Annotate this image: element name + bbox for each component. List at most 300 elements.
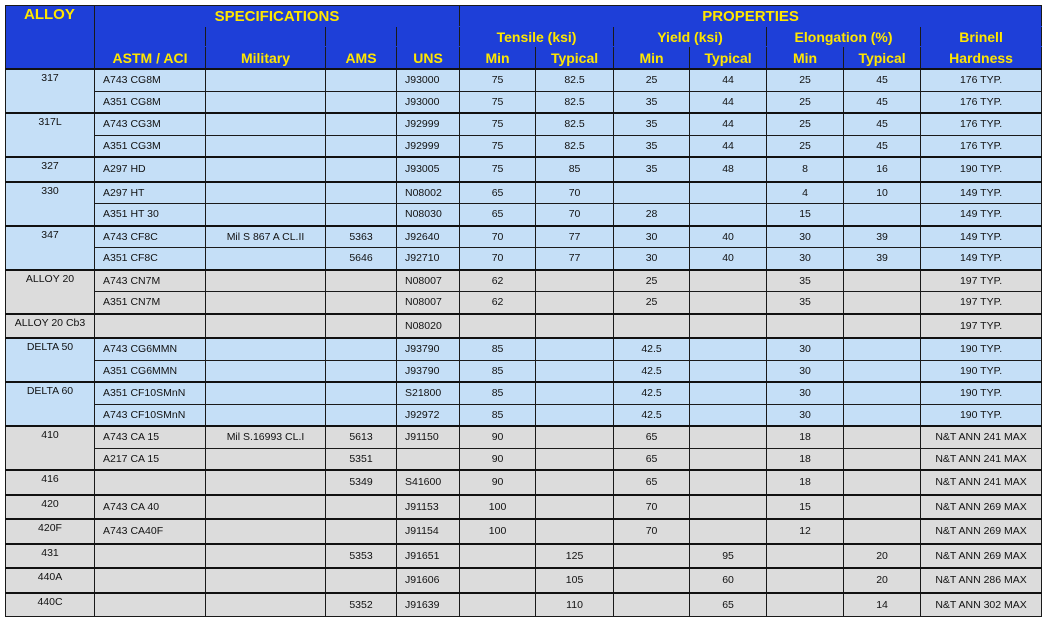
tensile-min-cell: 90 bbox=[460, 426, 536, 448]
elongation-typical-cell: 14 bbox=[844, 593, 921, 617]
header-properties: PROPERTIES bbox=[460, 6, 1042, 27]
astm-cell: A743 CG6MMN bbox=[95, 338, 206, 360]
astm-cell: A217 CA 15 bbox=[95, 448, 206, 470]
astm-cell: A351 CN7M bbox=[95, 292, 206, 314]
alloy-cell: 317 bbox=[6, 69, 95, 113]
hardness-cell: N&T ANN 241 MAX bbox=[921, 448, 1042, 470]
yield-typical-cell bbox=[690, 382, 767, 404]
table-row bbox=[6, 448, 1042, 470]
yield-typical-cell: 44 bbox=[690, 113, 767, 135]
table-row bbox=[6, 292, 1042, 314]
military-cell bbox=[206, 135, 326, 157]
uns-cell: J91150 bbox=[397, 426, 460, 448]
alloy-cell: DELTA 60 bbox=[6, 382, 95, 426]
military-cell bbox=[206, 69, 326, 91]
ams-cell bbox=[326, 135, 397, 157]
table-row bbox=[6, 404, 1042, 426]
uns-cell: S41600 bbox=[397, 470, 460, 495]
elongation-min-cell: 25 bbox=[767, 135, 844, 157]
ams-cell: 5646 bbox=[326, 248, 397, 270]
hardness-cell: N&T ANN 241 MAX bbox=[921, 426, 1042, 448]
yield-typical-cell: 44 bbox=[690, 91, 767, 113]
elongation-typical-cell bbox=[844, 270, 921, 292]
tensile-min-cell: 75 bbox=[460, 91, 536, 113]
yield-typical-cell: 40 bbox=[690, 248, 767, 270]
astm-cell: A743 CF10SMnN bbox=[95, 404, 206, 426]
tensile-min-cell bbox=[460, 568, 536, 593]
military-cell bbox=[206, 568, 326, 593]
elongation-typical-cell bbox=[844, 382, 921, 404]
astm-cell: A743 CG8M bbox=[95, 69, 206, 91]
header-yield-min: Min bbox=[614, 47, 690, 70]
yield-typical-cell bbox=[690, 360, 767, 382]
alloy-cell: DELTA 50 bbox=[6, 338, 95, 382]
table-body bbox=[6, 69, 1042, 617]
tensile-typical-cell bbox=[536, 448, 614, 470]
military-cell bbox=[206, 270, 326, 292]
alloy-spec-table bbox=[5, 5, 1042, 617]
tensile-typical-cell bbox=[536, 270, 614, 292]
table-row bbox=[6, 182, 1042, 204]
uns-cell: J91154 bbox=[397, 519, 460, 544]
military-cell bbox=[206, 593, 326, 617]
elongation-min-cell: 30 bbox=[767, 360, 844, 382]
uns-cell: J93790 bbox=[397, 360, 460, 382]
ams-cell bbox=[326, 338, 397, 360]
uns-cell: J91639 bbox=[397, 593, 460, 617]
table-row bbox=[6, 248, 1042, 270]
military-cell bbox=[206, 292, 326, 314]
uns-cell: J91153 bbox=[397, 495, 460, 520]
tensile-min-cell bbox=[460, 314, 536, 339]
header-specifications: SPECIFICATIONS bbox=[95, 6, 460, 27]
header-spec-spacer-1 bbox=[95, 27, 206, 47]
elongation-typical-cell: 20 bbox=[844, 544, 921, 569]
alloy-cell: 420F bbox=[6, 519, 95, 544]
elongation-min-cell: 25 bbox=[767, 113, 844, 135]
tensile-min-cell: 62 bbox=[460, 270, 536, 292]
tensile-typical-cell: 105 bbox=[536, 568, 614, 593]
military-cell bbox=[206, 204, 326, 226]
hardness-cell: N&T ANN 269 MAX bbox=[921, 495, 1042, 520]
yield-min-cell: 70 bbox=[614, 519, 690, 544]
elongation-min-cell: 35 bbox=[767, 270, 844, 292]
yield-min-cell: 42.5 bbox=[614, 360, 690, 382]
uns-cell: J91606 bbox=[397, 568, 460, 593]
header-spec-spacer-3 bbox=[326, 27, 397, 47]
ams-cell bbox=[326, 157, 397, 182]
elongation-typical-cell bbox=[844, 404, 921, 426]
elongation-typical-cell: 39 bbox=[844, 226, 921, 248]
astm-cell: A743 CA 15 bbox=[95, 426, 206, 448]
astm-cell: A743 CF8C bbox=[95, 226, 206, 248]
hardness-cell: 149 TYP. bbox=[921, 226, 1042, 248]
ams-cell bbox=[326, 360, 397, 382]
astm-cell: A297 HT bbox=[95, 182, 206, 204]
hardness-cell: 197 TYP. bbox=[921, 314, 1042, 339]
astm-cell: A351 CF10SMnN bbox=[95, 382, 206, 404]
tensile-min-cell: 65 bbox=[460, 182, 536, 204]
alloy-cell: 410 bbox=[6, 426, 95, 470]
elongation-typical-cell bbox=[844, 519, 921, 544]
yield-min-cell: 30 bbox=[614, 226, 690, 248]
elongation-typical-cell bbox=[844, 204, 921, 226]
hardness-cell: 190 TYP. bbox=[921, 338, 1042, 360]
uns-cell: J93000 bbox=[397, 69, 460, 91]
uns-cell: S21800 bbox=[397, 382, 460, 404]
astm-cell bbox=[95, 544, 206, 569]
elongation-min-cell bbox=[767, 593, 844, 617]
header-yield-typical: Typical bbox=[690, 47, 767, 70]
alloy-cell: 327 bbox=[6, 157, 95, 182]
yield-typical-cell bbox=[690, 292, 767, 314]
elongation-typical-cell bbox=[844, 292, 921, 314]
hardness-cell: N&T ANN 286 MAX bbox=[921, 568, 1042, 593]
hardness-cell: 190 TYP. bbox=[921, 157, 1042, 182]
header-spec-spacer-4 bbox=[397, 27, 460, 47]
table-row bbox=[6, 593, 1042, 617]
tensile-typical-cell: 70 bbox=[536, 204, 614, 226]
yield-min-cell: 28 bbox=[614, 204, 690, 226]
yield-typical-cell bbox=[690, 448, 767, 470]
elongation-min-cell bbox=[767, 544, 844, 569]
alloy-cell: 416 bbox=[6, 470, 95, 495]
ams-cell bbox=[326, 113, 397, 135]
tensile-min-cell: 75 bbox=[460, 157, 536, 182]
tensile-typical-cell: 125 bbox=[536, 544, 614, 569]
elongation-min-cell: 18 bbox=[767, 470, 844, 495]
astm-cell bbox=[95, 314, 206, 339]
hardness-cell: N&T ANN 269 MAX bbox=[921, 519, 1042, 544]
hardness-cell: 149 TYP. bbox=[921, 248, 1042, 270]
uns-cell: J92640 bbox=[397, 226, 460, 248]
astm-cell: A351 CG8M bbox=[95, 91, 206, 113]
ams-cell bbox=[326, 270, 397, 292]
ams-cell: 5351 bbox=[326, 448, 397, 470]
tensile-min-cell bbox=[460, 593, 536, 617]
tensile-typical-cell bbox=[536, 495, 614, 520]
alloy-cell: 347 bbox=[6, 226, 95, 270]
hardness-cell: 190 TYP. bbox=[921, 404, 1042, 426]
elongation-min-cell bbox=[767, 314, 844, 339]
alloy-cell: 440C bbox=[6, 593, 95, 617]
table-row bbox=[6, 519, 1042, 544]
tensile-typical-cell: 82.5 bbox=[536, 91, 614, 113]
elongation-min-cell: 30 bbox=[767, 338, 844, 360]
yield-min-cell bbox=[614, 593, 690, 617]
table-row bbox=[6, 135, 1042, 157]
hardness-cell: 190 TYP. bbox=[921, 360, 1042, 382]
elongation-min-cell: 4 bbox=[767, 182, 844, 204]
elongation-min-cell: 15 bbox=[767, 495, 844, 520]
elongation-typical-cell bbox=[844, 495, 921, 520]
header-ams: AMS bbox=[326, 47, 397, 70]
hardness-cell: 176 TYP. bbox=[921, 113, 1042, 135]
tensile-typical-cell bbox=[536, 338, 614, 360]
hardness-cell: 176 TYP. bbox=[921, 91, 1042, 113]
tensile-min-cell: 90 bbox=[460, 448, 536, 470]
yield-min-cell bbox=[614, 568, 690, 593]
tensile-typical-cell: 70 bbox=[536, 182, 614, 204]
yield-min-cell bbox=[614, 182, 690, 204]
uns-cell: J93790 bbox=[397, 338, 460, 360]
tensile-min-cell: 85 bbox=[460, 382, 536, 404]
elongation-typical-cell: 39 bbox=[844, 248, 921, 270]
military-cell bbox=[206, 91, 326, 113]
alloy-cell: 317L bbox=[6, 113, 95, 157]
yield-min-cell bbox=[614, 314, 690, 339]
military-cell bbox=[206, 404, 326, 426]
alloy-cell: 420 bbox=[6, 495, 95, 520]
ams-cell: 5353 bbox=[326, 544, 397, 569]
uns-cell: N08007 bbox=[397, 270, 460, 292]
yield-min-cell: 30 bbox=[614, 248, 690, 270]
elongation-typical-cell: 45 bbox=[844, 113, 921, 135]
yield-typical-cell: 95 bbox=[690, 544, 767, 569]
yield-min-cell: 35 bbox=[614, 157, 690, 182]
yield-min-cell: 42.5 bbox=[614, 382, 690, 404]
table-row bbox=[6, 91, 1042, 113]
tensile-typical-cell: 82.5 bbox=[536, 69, 614, 91]
military-cell: Mil S 867 A CL.II bbox=[206, 226, 326, 248]
table-row bbox=[6, 113, 1042, 135]
header-military: Military bbox=[206, 47, 326, 70]
ams-cell bbox=[326, 495, 397, 520]
hardness-cell: 149 TYP. bbox=[921, 182, 1042, 204]
header-brinell: Brinell bbox=[921, 27, 1042, 47]
astm-cell: A743 CN7M bbox=[95, 270, 206, 292]
military-cell bbox=[206, 157, 326, 182]
military-cell bbox=[206, 495, 326, 520]
uns-cell: J93005 bbox=[397, 157, 460, 182]
alloy-cell: ALLOY 20 bbox=[6, 270, 95, 314]
yield-min-cell bbox=[614, 544, 690, 569]
hardness-cell: 176 TYP. bbox=[921, 69, 1042, 91]
ams-cell bbox=[326, 519, 397, 544]
header-elongation-min: Min bbox=[767, 47, 844, 70]
header-spec-spacer-2 bbox=[206, 27, 326, 47]
yield-typical-cell bbox=[690, 314, 767, 339]
elongation-typical-cell bbox=[844, 360, 921, 382]
astm-cell: A351 CG3M bbox=[95, 135, 206, 157]
astm-cell: A351 CF8C bbox=[95, 248, 206, 270]
table-row bbox=[6, 426, 1042, 448]
alloy-cell: 440A bbox=[6, 568, 95, 593]
elongation-min-cell: 18 bbox=[767, 426, 844, 448]
hardness-cell: 149 TYP. bbox=[921, 204, 1042, 226]
ams-cell: 5613 bbox=[326, 426, 397, 448]
table-row bbox=[6, 470, 1042, 495]
tensile-typical-cell: 82.5 bbox=[536, 135, 614, 157]
header-tensile: Tensile (ksi) bbox=[460, 27, 614, 47]
military-cell: Mil S.16993 CL.I bbox=[206, 426, 326, 448]
elongation-min-cell: 12 bbox=[767, 519, 844, 544]
elongation-typical-cell: 45 bbox=[844, 69, 921, 91]
uns-cell: J93000 bbox=[397, 91, 460, 113]
uns-cell: J92972 bbox=[397, 404, 460, 426]
military-cell bbox=[206, 314, 326, 339]
astm-cell: A351 CG6MMN bbox=[95, 360, 206, 382]
astm-cell bbox=[95, 470, 206, 495]
uns-cell bbox=[397, 448, 460, 470]
yield-min-cell: 25 bbox=[614, 270, 690, 292]
tensile-min-cell: 75 bbox=[460, 69, 536, 91]
elongation-min-cell: 35 bbox=[767, 292, 844, 314]
ams-cell bbox=[326, 314, 397, 339]
yield-typical-cell: 44 bbox=[690, 69, 767, 91]
elongation-min-cell: 15 bbox=[767, 204, 844, 226]
elongation-min-cell: 25 bbox=[767, 91, 844, 113]
military-cell bbox=[206, 360, 326, 382]
yield-min-cell: 35 bbox=[614, 135, 690, 157]
elongation-typical-cell: 45 bbox=[844, 91, 921, 113]
alloy-spec-table-container bbox=[5, 5, 1041, 617]
yield-typical-cell bbox=[690, 404, 767, 426]
ams-cell bbox=[326, 69, 397, 91]
elongation-min-cell: 30 bbox=[767, 382, 844, 404]
alloy-cell: ALLOY 20 Cb3 bbox=[6, 314, 95, 339]
tensile-typical-cell bbox=[536, 404, 614, 426]
table-row bbox=[6, 314, 1042, 339]
elongation-typical-cell bbox=[844, 448, 921, 470]
hardness-cell: 197 TYP. bbox=[921, 292, 1042, 314]
ams-cell bbox=[326, 182, 397, 204]
header-yield: Yield (ksi) bbox=[614, 27, 767, 47]
tensile-typical-cell bbox=[536, 292, 614, 314]
tensile-typical-cell bbox=[536, 470, 614, 495]
tensile-typical-cell bbox=[536, 360, 614, 382]
military-cell bbox=[206, 544, 326, 569]
yield-typical-cell bbox=[690, 182, 767, 204]
tensile-min-cell: 75 bbox=[460, 135, 536, 157]
uns-cell: J92999 bbox=[397, 113, 460, 135]
yield-typical-cell bbox=[690, 470, 767, 495]
tensile-min-cell: 70 bbox=[460, 226, 536, 248]
elongation-min-cell: 18 bbox=[767, 448, 844, 470]
header-alloy: ALLOY bbox=[6, 6, 95, 70]
tensile-min-cell bbox=[460, 544, 536, 569]
tensile-min-cell: 75 bbox=[460, 113, 536, 135]
hardness-cell: N&T ANN 302 MAX bbox=[921, 593, 1042, 617]
table-row bbox=[6, 360, 1042, 382]
tensile-min-cell: 85 bbox=[460, 404, 536, 426]
alloy-cell: 431 bbox=[6, 544, 95, 569]
header-uns: UNS bbox=[397, 47, 460, 70]
hardness-cell: N&T ANN 269 MAX bbox=[921, 544, 1042, 569]
tensile-typical-cell bbox=[536, 382, 614, 404]
ams-cell: 5349 bbox=[326, 470, 397, 495]
tensile-typical-cell bbox=[536, 519, 614, 544]
header-elongation-typical: Typical bbox=[844, 47, 921, 70]
elongation-typical-cell bbox=[844, 314, 921, 339]
astm-cell: A297 HD bbox=[95, 157, 206, 182]
elongation-min-cell: 30 bbox=[767, 248, 844, 270]
hardness-cell: 176 TYP. bbox=[921, 135, 1042, 157]
tensile-typical-cell bbox=[536, 426, 614, 448]
astm-cell bbox=[95, 568, 206, 593]
header-hardness: Hardness bbox=[921, 47, 1042, 70]
yield-typical-cell bbox=[690, 495, 767, 520]
astm-cell: A743 CG3M bbox=[95, 113, 206, 135]
yield-typical-cell: 60 bbox=[690, 568, 767, 593]
ams-cell bbox=[326, 91, 397, 113]
ams-cell: 5352 bbox=[326, 593, 397, 617]
tensile-min-cell: 62 bbox=[460, 292, 536, 314]
elongation-typical-cell bbox=[844, 426, 921, 448]
tensile-min-cell: 70 bbox=[460, 248, 536, 270]
ams-cell bbox=[326, 382, 397, 404]
yield-typical-cell bbox=[690, 204, 767, 226]
tensile-min-cell: 85 bbox=[460, 338, 536, 360]
ams-cell bbox=[326, 292, 397, 314]
yield-typical-cell: 48 bbox=[690, 157, 767, 182]
tensile-min-cell: 90 bbox=[460, 470, 536, 495]
uns-cell: N08007 bbox=[397, 292, 460, 314]
yield-min-cell: 65 bbox=[614, 470, 690, 495]
table-row bbox=[6, 204, 1042, 226]
yield-typical-cell: 65 bbox=[690, 593, 767, 617]
elongation-min-cell: 30 bbox=[767, 404, 844, 426]
alloy-cell: 330 bbox=[6, 182, 95, 226]
tensile-min-cell: 65 bbox=[460, 204, 536, 226]
military-cell bbox=[206, 382, 326, 404]
yield-min-cell: 65 bbox=[614, 426, 690, 448]
yield-min-cell: 42.5 bbox=[614, 404, 690, 426]
yield-typical-cell bbox=[690, 426, 767, 448]
table-row bbox=[6, 382, 1042, 404]
ams-cell bbox=[326, 204, 397, 226]
yield-min-cell: 25 bbox=[614, 292, 690, 314]
table-row bbox=[6, 69, 1042, 91]
uns-cell: N08030 bbox=[397, 204, 460, 226]
military-cell bbox=[206, 113, 326, 135]
elongation-typical-cell: 20 bbox=[844, 568, 921, 593]
elongation-typical-cell: 10 bbox=[844, 182, 921, 204]
military-cell bbox=[206, 448, 326, 470]
table-row bbox=[6, 270, 1042, 292]
yield-min-cell: 65 bbox=[614, 448, 690, 470]
header-tensile-typical: Typical bbox=[536, 47, 614, 70]
table-row bbox=[6, 338, 1042, 360]
uns-cell: J92999 bbox=[397, 135, 460, 157]
tensile-min-cell: 100 bbox=[460, 519, 536, 544]
military-cell bbox=[206, 470, 326, 495]
table-row bbox=[6, 226, 1042, 248]
hardness-cell: 190 TYP. bbox=[921, 382, 1042, 404]
tensile-min-cell: 100 bbox=[460, 495, 536, 520]
ams-cell bbox=[326, 568, 397, 593]
military-cell bbox=[206, 182, 326, 204]
elongation-typical-cell: 45 bbox=[844, 135, 921, 157]
tensile-typical-cell: 77 bbox=[536, 248, 614, 270]
military-cell bbox=[206, 338, 326, 360]
header-astm: ASTM / ACI bbox=[95, 47, 206, 70]
elongation-typical-cell: 16 bbox=[844, 157, 921, 182]
tensile-min-cell: 85 bbox=[460, 360, 536, 382]
tensile-typical-cell: 110 bbox=[536, 593, 614, 617]
yield-min-cell: 70 bbox=[614, 495, 690, 520]
yield-typical-cell: 44 bbox=[690, 135, 767, 157]
table-header bbox=[6, 6, 1042, 70]
table-row bbox=[6, 568, 1042, 593]
ams-cell: 5363 bbox=[326, 226, 397, 248]
elongation-min-cell: 25 bbox=[767, 69, 844, 91]
table-row bbox=[6, 495, 1042, 520]
yield-typical-cell bbox=[690, 270, 767, 292]
header-tensile-min: Min bbox=[460, 47, 536, 70]
yield-typical-cell bbox=[690, 338, 767, 360]
military-cell bbox=[206, 519, 326, 544]
